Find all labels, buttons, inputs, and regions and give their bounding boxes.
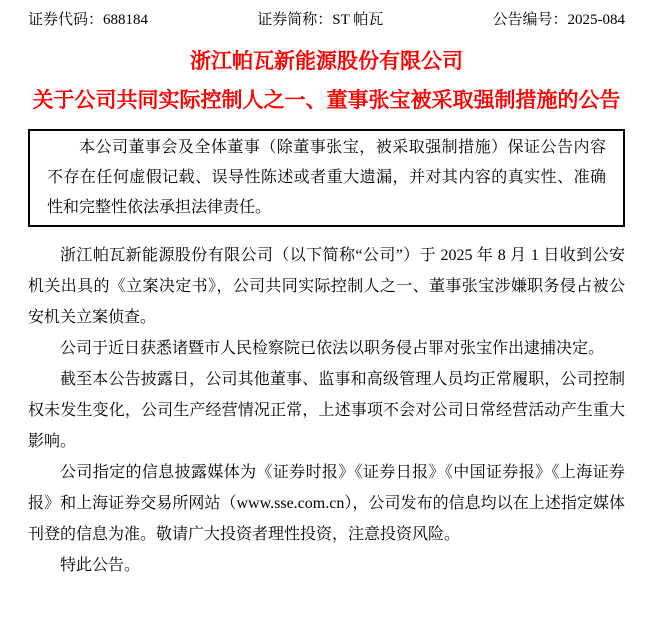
announcement-number: 公告编号：2025-084 [492,12,625,28]
disclaimer-text: 本公司董事会及全体董事（除董事张宝，被采取强制措施）保证公告内容不存在任何虚假记载、误导性陈述或者重大遗漏，并对其内容的真实性、准确性和完整性依法承担法律责任。 [47,139,606,216]
announcement-body [28,240,625,581]
disclaimer-box [28,129,625,227]
document-header [28,10,625,30]
paragraph-closing: 特此公告。 [60,557,141,574]
paragraph-disclosure-media: 公司指定的信息披露媒体为《证券时报》《证券日报》《中国证券报》《上海证券报》和上海证券交易所网站（www.sse.com.cn），公司发布的信息均以在上述指定媒体刊登的信息为准。敬请广大投资者理性投资，注意投资风险。 [28,464,625,543]
announcement-title: 关于公司共同实际控制人之一、董事张宝被采取强制措施的公告 [32,88,621,112]
paragraph-arrest-decision: 公司于近日获悉诸暨市人民检察院已依法以职务侵占罪对张宝作出逮捕决定。 [60,340,605,357]
company-name-title: 浙江帕瓦新能源股份有限公司 [190,49,463,73]
stock-code: 证券代码：688184 [28,12,149,28]
paragraph-operations-status: 截至本公告披露日，公司其他董事、监事和高级管理人员均正常履职，公司控制权未发生变化，公司生产经营情况正常，上述事项不会对公司日常经营活动产生重大影响。 [28,371,625,450]
stock-short-name: 证券简称：ST 帕瓦 [257,12,384,28]
paragraph-case-filing: 浙江帕瓦新能源股份有限公司（以下简称“公司”）于 2025 年 8 月 1 日收到公安机关出具的《立案决定书》，公司共同实际控制人之一、董事张宝涉嫌职务侵占被公安机关立案侦查。 [28,247,625,326]
